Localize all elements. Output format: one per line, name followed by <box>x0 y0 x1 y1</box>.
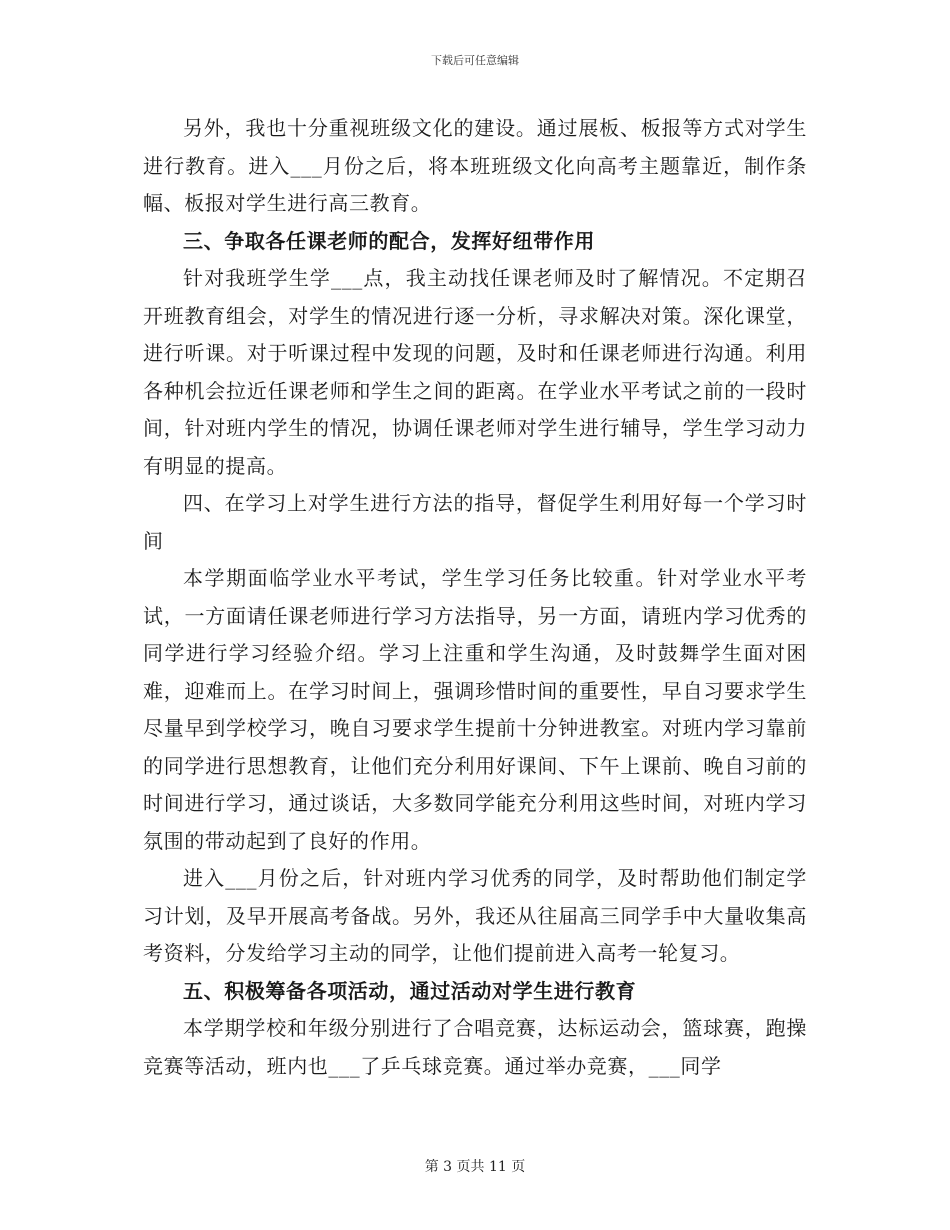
document-body <box>143 110 807 1085</box>
paragraph-exam-preparation: 进入___月份之后，针对班内学习优秀的同学，及时帮助他们制定学习计划，及早开展高考备战。另外，我还从往届高三同学手中大量收集高考资料，分发给学习主动的同学，让他们提前进入高考一轮复习。 <box>143 866 807 965</box>
page-number: 第 3 页共 11 页 <box>424 1159 526 1175</box>
paragraph-teacher-cooperation: 针对我班学生学___点，我主动找任课老师及时了解情况。不定期召开班教育组会，对学生的情况进行逐一分析，寻求解决对策。深化课堂，进行听课。对于听课过程中发现的问题，及时和任课老师进行沟通。利用各种机会拉近任课老师和学生之间的距离。在学业水平考试之前的一段时间，针对班内学生的情况，协调任课老师对学生进行辅导，学生学习动力有明显的提高。 <box>143 266 807 478</box>
page-header-note: 下载后可任意编辑 <box>431 54 519 67</box>
paragraph-class-culture: 另外，我也十分重视班级文化的建设。通过展板、板报等方式对学生进行教育。进入___月份之后，将本班班级文化向高考主题靠近，制作条幅、板报对学生进行高三教育。 <box>143 116 807 215</box>
paragraph-activities: 本学期学校和年级分别进行了合唱竞赛，达标运动会，篮球赛，跑操竞赛等活动，班内也___了乒乓球竞赛。通过举办竞赛，___同学 <box>143 1016 807 1078</box>
section-heading-4: 四、在学习上对学生进行方法的指导，督促学生利用好每一个学习时间 <box>143 491 807 553</box>
paragraph-study-methods: 本学期面临学业水平考试，学生学习任务比较重。针对学业水平考试，一方面请任课老师进行学习方法指导，另一方面，请班内学习优秀的同学进行学习经验介绍。学习上注重和学生沟通，及时鼓舞学生面对困难，迎难而上。在学习时间上，强调珍惜时间的重要性，早自习要求学生尽量早到学校学习，晚自习要求学生提前十分钟进教室。对班内学习靠前的同学进行思想教育，让他们充分利用好课间、下午上课前、晚自习前的时间进行学习，通过谈话，大多数同学能充分利用这些时间，对班内学习氛围的带动起到了良好的作用。 <box>143 566 807 853</box>
section-heading-3: 三、争取各任课老师的配合，发挥好纽带作用 <box>183 228 595 253</box>
section-heading-5: 五、积极筹备各项活动，通过活动对学生进行教育 <box>183 978 637 1003</box>
